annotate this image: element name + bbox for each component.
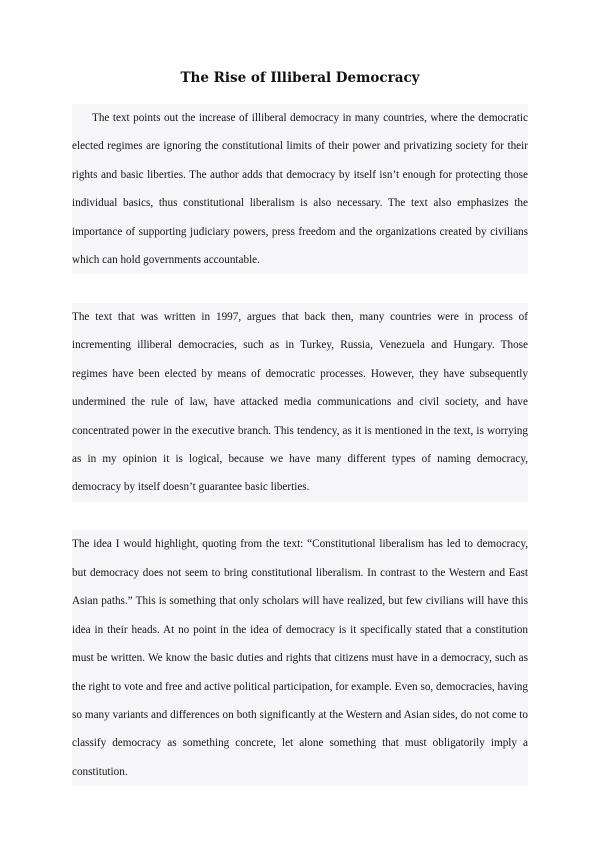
paragraph-gap [72,502,528,531]
paragraph-highlight: The idea I would highlight, quoting from the text: “Constitutional liberalism has led to democracy, but democracy does not seem to bring constitutional liberalism. In contrast to the Western and East Asian paths.” This is something that only scholars will have realized, but few civilians will have this idea in their heads. At no point in the idea of democracy is it specifically stated that a constitution must be written. We know the basic duties and rights that citizens must have in a democracy, such as the right to vote and free and active political participation, for example. Even so, democracies, having so many variants and differences on both significantly at the Western and Asian sides, do not come to classify democracy as something concrete, let alone something that must obligatorily imply a constitution. [72,530,528,786]
document-body [72,104,528,786]
document-title: The Rise of Illiberal Democracy [180,70,420,86]
paragraph-context: The text that was written in 1997, argues that back then, many countries were in process of incrementing illiberal democracies, such as in Turkey, Russia, Venezuela and Hungary. Those regimes have been elected by means of democratic processes. However, they have subsequently undermined the rule of law, have attacked media communications and civil society, and have concentrated power in the executive branch. This tendency, as it is mentioned in the text, is worrying as in my opinion it is logical, because we have many different types of naming democracy, democracy by itself doesn’t guarantee basic liberties. [72,303,528,502]
paragraph-gap [72,274,528,303]
paragraph-intro: The text points out the increase of illiberal democracy in many countries, where the democratic elected regimes are ignoring the constitutional limits of their power and privatizing society for their rights and basic liberties. The author adds that democracy by itself isn’t enough for protecting those individual basics, thus constitutional liberalism is also necessary. The text also emphasizes the importance of supporting judiciary powers, press freedom and the organizations created by civilians which can hold governments accountable. [72,104,528,274]
